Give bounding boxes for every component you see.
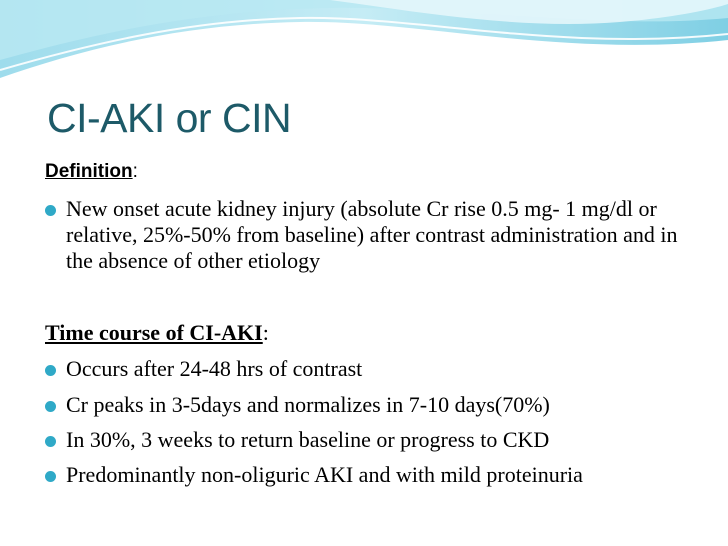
time-course-bullet — [45, 356, 715, 382]
header-wave-decoration — [0, 0, 728, 90]
definition-heading-colon: : — [132, 161, 138, 182]
time-course-bullet — [45, 427, 715, 453]
time-course-heading-label: Time course of CI-AKI — [45, 320, 263, 345]
time-course-heading-colon: : — [262, 320, 269, 345]
definition-heading — [45, 160, 138, 184]
time-course-heading — [45, 320, 269, 346]
slide-title: CI-AKI or CIN — [47, 95, 292, 141]
bullet-dot-icon — [45, 436, 56, 447]
time-course-bullet-text: Predominantly non-oliguric AKI and with mild proteinuria — [66, 462, 583, 487]
time-course-bullet — [45, 462, 715, 488]
time-course-bullet-text: In 30%, 3 weeks to return baseline or progress to CKD — [66, 427, 550, 452]
time-course-bullet-text: Cr peaks in 3-5days and normalizes in 7-10 days(70%) — [66, 392, 550, 417]
bullet-dot-icon — [45, 401, 56, 412]
definition-bullet — [45, 196, 685, 274]
bullet-dot-icon — [45, 205, 56, 216]
bullet-dot-icon — [45, 365, 56, 376]
time-course-bullet-text: Occurs after 24-48 hrs of contrast — [66, 356, 363, 381]
definition-heading-label: Definition — [45, 161, 133, 182]
definition-bullet-text: New onset acute kidney injury (absolute Cr rise 0.5 mg- 1 mg/dl or relative, 25%-50% from baseline) after contrast administration and in the absence of other etiology — [66, 196, 678, 273]
time-course-bullet — [45, 392, 715, 418]
bullet-dot-icon — [45, 471, 56, 482]
